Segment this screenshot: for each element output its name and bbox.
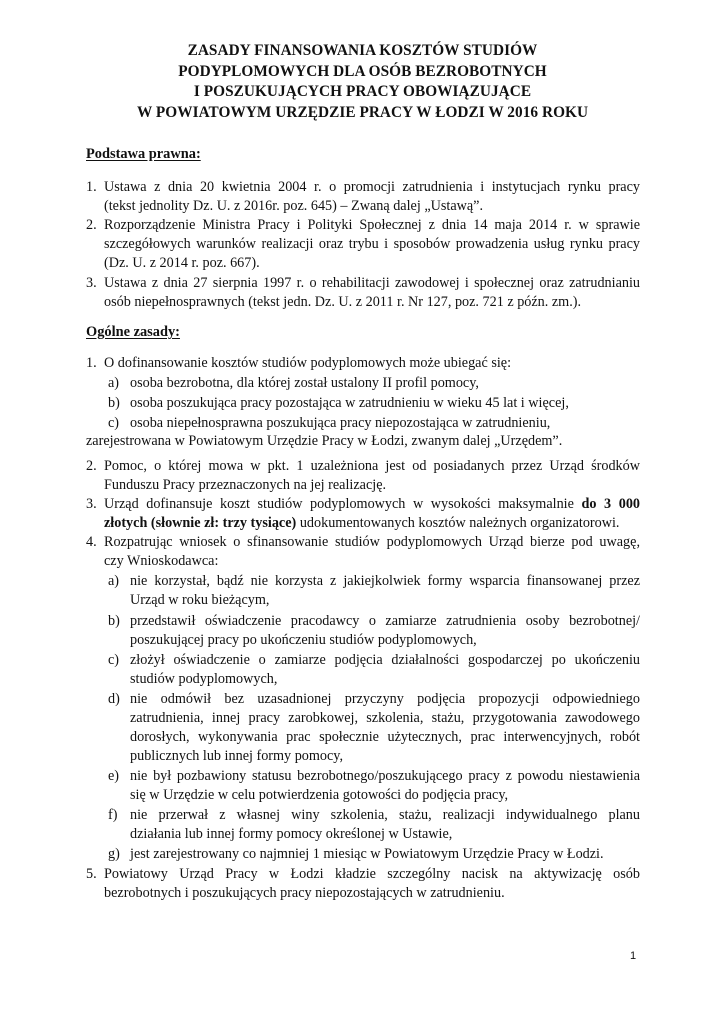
sub-letter: a) — [108, 573, 120, 589]
list-number: 1. — [86, 179, 97, 195]
sub-letter: g) — [108, 846, 120, 862]
sub-letter: c) — [108, 415, 120, 431]
sub-letter: d) — [108, 691, 120, 707]
list-number: 1. — [86, 355, 97, 371]
sub-item-text: złożył oświadczenie o zamiarze podjęcia działalności gospodarczej po ukończeniu studiów podyplomowych, — [130, 652, 640, 687]
rule-text: O dofinansowanie kosztów studiów podyplomowych może ubiegać się: — [104, 355, 512, 371]
sub-letter: e) — [108, 768, 120, 784]
list-number: 3. — [86, 496, 97, 512]
sub-letter: f) — [108, 807, 118, 823]
sub-item-continuation: zarejestrowana w Powiatowym Urzędzie Pracy w Łodzi, zwanym dalej „Urzędem”. — [86, 433, 563, 449]
sub-item-text: jest zarejestrowany co najmniej 1 miesiąc w Powiatowym Urzędzie Pracy w Łodzi. — [130, 846, 604, 862]
title-line: W POWIATOWYM URZĘDZIE PRACY W ŁODZI W 2016 ROKU — [136, 103, 589, 121]
sub-item-text: nie przerwał z własnej winy szkolenia, stażu, realizacji indywidualnego planu działania lub innej formy pomocy określonej w Ustawie, — [130, 807, 640, 842]
sub-letter: c) — [108, 652, 120, 668]
document-title — [80, 41, 645, 123]
title-line: I POSZUKUJĄCYCH PRACY OBOWIĄZUJĄCE — [193, 83, 532, 100]
rule-text: Pomoc, o której mowa w pkt. 1 uzależniona jest od posiadanych przez Urząd środków Funduszu Pracy przeznaczonych na jej realizację. — [104, 458, 640, 493]
list-number: 3. — [86, 275, 97, 291]
sub-item-text: nie odmówił bez uzasadnionej przyczyny podjęcia propozycji odpowiedniego zatrudnienia, innej pracy zarobkowej, szkolenia, stażu, przygotowania zawodowego dorosłych, wykonywania prac społecznie użytecznych, prac interwencyjnych, robót publicznych lub innej formy pomocy, — [130, 691, 640, 764]
sub-item-text: osoba niepełnosprawna poszukująca pracy niepozostająca w zatrudnieniu, — [130, 415, 551, 431]
sub-letter: a) — [108, 375, 120, 391]
sub-letter: b) — [108, 613, 120, 629]
rule-text: Urząd dofinansuje koszt studiów podyplomowych w wysokości maksymalnie do 3 000 złotych (słownie zł: trzy tysiące) udokumentowanych kosztów należnych organizatorowi. — [104, 496, 641, 531]
sub-item-text: przedstawił oświadczenie pracodawcy o zamiarze zatrudnienia osoby bezrobotnej/ poszukującej pracy po ukończeniu studiów podyplomowych, — [130, 613, 640, 648]
sub-item-text: osoba bezrobotna, dla której został ustalony II profil pomocy, — [130, 375, 479, 391]
legal-basis-item: Rozporządzenie Ministra Pracy i Polityki Społecznej z dnia 14 maja 2014 r. w sprawie szczegółowych warunków realizacji oraz trybu i sposobów prowadzenia usług rynku pracy (Dz. U. z 2014 r. poz. 667). — [104, 217, 640, 271]
sub-item-text: osoba poszukująca pracy pozostająca w zatrudnieniu w wieku 45 lat i więcej, — [130, 395, 569, 411]
page-number: 1 — [630, 950, 637, 962]
title-line: ZASADY FINANSOWANIA KOSZTÓW STUDIÓW — [187, 42, 538, 59]
rule-text: Rozpatrując wniosek o sfinansowanie studiów podyplomowych Urząd bierze pod uwagę, czy Wnioskodawca: — [104, 534, 640, 569]
list-number: 4. — [86, 534, 97, 550]
general-rules-heading: Ogólne zasady: — [86, 324, 180, 340]
list-number: 2. — [86, 217, 97, 233]
list-number: 5. — [86, 866, 97, 882]
title-line: PODYPLOMOWYCH DLA OSÓB BEZROBOTNYCH — [178, 62, 547, 80]
sub-item-text: nie był pozbawiony statusu bezrobotnego/poszukującego pracy z powodu niestawienia się w Urzędzie w celu potwierdzenia gotowości do podjęcia pracy, — [130, 768, 640, 803]
list-number: 2. — [86, 458, 97, 474]
sub-item-text: nie korzystał, bądź nie korzysta z jakiejkolwiek formy wsparcia finansowanej przez Urząd w roku bieżącym, — [130, 573, 640, 608]
sub-letter: b) — [108, 395, 120, 411]
legal-basis-heading: Podstawa prawna: — [86, 146, 201, 162]
legal-basis-item: Ustawa z dnia 27 sierpnia 1997 r. o rehabilitacji zawodowej i społecznej oraz zatrudnianiu osób niepełnosprawnych (tekst jedn. Dz. U. z 2011 r. Nr 127, poz. 721 z późn. zm.). — [104, 275, 640, 310]
legal-basis-item: Ustawa z dnia 20 kwietnia 2004 r. o promocji zatrudnienia i instytucjach rynku pracy (tekst jednolity Dz. U. z 2016r. poz. 645) – Zwaną dalej „Ustawą”. — [104, 179, 640, 214]
rule-text: Powiatowy Urząd Pracy w Łodzi kładzie szczególny nacisk na aktywizację osób bezrobotnych i poszukujących pracy niepozostających w zatrudnieniu. — [104, 866, 640, 901]
